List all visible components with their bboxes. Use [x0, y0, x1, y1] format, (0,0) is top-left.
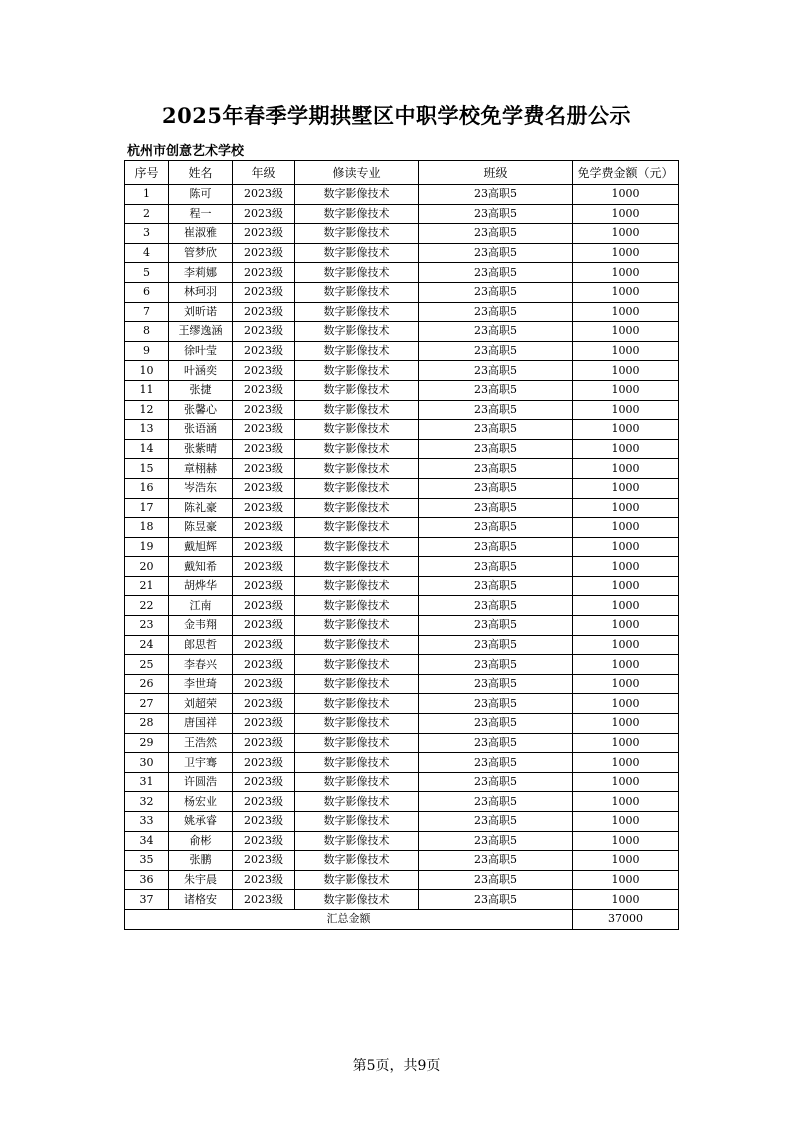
cell-class: 23高职5 [419, 616, 573, 636]
table-row [125, 263, 679, 283]
cell-seq: 27 [125, 694, 169, 714]
cell-grade: 2023级 [233, 655, 295, 675]
cell-name: 诸格安 [169, 890, 233, 910]
cell-class: 23高职5 [419, 361, 573, 381]
cell-seq: 7 [125, 302, 169, 322]
cell-major: 数字影像技术 [295, 792, 419, 812]
cell-class: 23高职5 [419, 851, 573, 871]
cell-seq: 23 [125, 616, 169, 636]
cell-amount: 1000 [573, 831, 679, 851]
cell-major: 数字影像技术 [295, 361, 419, 381]
cell-grade: 2023级 [233, 361, 295, 381]
cell-name: 朱宇晨 [169, 870, 233, 890]
cell-amount: 1000 [573, 890, 679, 910]
cell-amount: 1000 [573, 596, 679, 616]
cell-class: 23高职5 [419, 635, 573, 655]
table-row [125, 890, 679, 910]
cell-seq: 33 [125, 812, 169, 832]
cell-class: 23高职5 [419, 753, 573, 773]
cell-grade: 2023级 [233, 616, 295, 636]
cell-seq: 15 [125, 459, 169, 479]
table-row [125, 674, 679, 694]
table-row [125, 576, 679, 596]
cell-grade: 2023级 [233, 459, 295, 479]
table-row [125, 204, 679, 224]
cell-seq: 10 [125, 361, 169, 381]
cell-major: 数字影像技术 [295, 812, 419, 832]
cell-major: 数字影像技术 [295, 263, 419, 283]
cell-class: 23高职5 [419, 674, 573, 694]
cell-seq: 32 [125, 792, 169, 812]
cell-grade: 2023级 [233, 498, 295, 518]
cell-class: 23高职5 [419, 420, 573, 440]
table-row [125, 420, 679, 440]
cell-amount: 1000 [573, 616, 679, 636]
cell-name: 徐叶莹 [169, 341, 233, 361]
table-row [125, 753, 679, 773]
cell-major: 数字影像技术 [295, 870, 419, 890]
header-grade: 年级 [233, 161, 295, 185]
cell-seq: 26 [125, 674, 169, 694]
cell-grade: 2023级 [233, 772, 295, 792]
cell-major: 数字影像技术 [295, 185, 419, 205]
header-name: 姓名 [169, 161, 233, 185]
cell-name: 金韦翔 [169, 616, 233, 636]
cell-major: 数字影像技术 [295, 302, 419, 322]
cell-class: 23高职5 [419, 792, 573, 812]
cell-major: 数字影像技术 [295, 831, 419, 851]
cell-major: 数字影像技术 [295, 635, 419, 655]
table-row [125, 400, 679, 420]
cell-class: 23高职5 [419, 596, 573, 616]
cell-major: 数字影像技术 [295, 380, 419, 400]
cell-major: 数字影像技术 [295, 400, 419, 420]
cell-name: 李莉娜 [169, 263, 233, 283]
cell-seq: 1 [125, 185, 169, 205]
cell-name: 许圆浩 [169, 772, 233, 792]
cell-amount: 1000 [573, 361, 679, 381]
table-row [125, 459, 679, 479]
cell-grade: 2023级 [233, 674, 295, 694]
cell-name: 管梦欣 [169, 243, 233, 263]
cell-seq: 17 [125, 498, 169, 518]
cell-grade: 2023级 [233, 322, 295, 342]
cell-class: 23高职5 [419, 576, 573, 596]
cell-class: 23高职5 [419, 439, 573, 459]
cell-seq: 20 [125, 557, 169, 577]
cell-seq: 31 [125, 772, 169, 792]
cell-amount: 1000 [573, 694, 679, 714]
cell-grade: 2023级 [233, 851, 295, 871]
cell-major: 数字影像技术 [295, 537, 419, 557]
cell-major: 数字影像技术 [295, 420, 419, 440]
cell-name: 杨宏业 [169, 792, 233, 812]
cell-name: 姚承睿 [169, 812, 233, 832]
cell-class: 23高职5 [419, 243, 573, 263]
cell-class: 23高职5 [419, 870, 573, 890]
table-row [125, 596, 679, 616]
cell-amount: 1000 [573, 302, 679, 322]
header-seq: 序号 [125, 161, 169, 185]
cell-seq: 35 [125, 851, 169, 871]
cell-name: 程一 [169, 204, 233, 224]
cell-class: 23高职5 [419, 733, 573, 753]
cell-major: 数字影像技术 [295, 851, 419, 871]
cell-name: 戴知希 [169, 557, 233, 577]
cell-grade: 2023级 [233, 302, 295, 322]
cell-class: 23高职5 [419, 400, 573, 420]
table-row [125, 831, 679, 851]
cell-seq: 3 [125, 224, 169, 244]
cell-major: 数字影像技术 [295, 733, 419, 753]
cell-name: 陈昱豪 [169, 518, 233, 538]
table-row [125, 655, 679, 675]
cell-grade: 2023级 [233, 518, 295, 538]
cell-major: 数字影像技术 [295, 674, 419, 694]
cell-seq: 2 [125, 204, 169, 224]
cell-grade: 2023级 [233, 557, 295, 577]
cell-amount: 1000 [573, 655, 679, 675]
cell-class: 23高职5 [419, 694, 573, 714]
cell-grade: 2023级 [233, 400, 295, 420]
cell-grade: 2023级 [233, 478, 295, 498]
header-major: 修读专业 [295, 161, 419, 185]
cell-name: 卫宇骞 [169, 753, 233, 773]
cell-grade: 2023级 [233, 439, 295, 459]
total-label: 汇总金额 [125, 909, 573, 929]
cell-amount: 1000 [573, 812, 679, 832]
cell-amount: 1000 [573, 204, 679, 224]
cell-grade: 2023级 [233, 282, 295, 302]
cell-class: 23高职5 [419, 518, 573, 538]
cell-seq: 28 [125, 714, 169, 734]
cell-name: 林珂羽 [169, 282, 233, 302]
cell-amount: 1000 [573, 498, 679, 518]
table-row [125, 380, 679, 400]
cell-grade: 2023级 [233, 341, 295, 361]
table-row [125, 694, 679, 714]
cell-class: 23高职5 [419, 263, 573, 283]
page-number: 第5页，共9页 [352, 1058, 441, 1074]
cell-name: 叶涵奕 [169, 361, 233, 381]
cell-seq: 19 [125, 537, 169, 557]
cell-major: 数字影像技术 [295, 341, 419, 361]
cell-grade: 2023级 [233, 733, 295, 753]
cell-grade: 2023级 [233, 812, 295, 832]
cell-amount: 1000 [573, 674, 679, 694]
cell-seq: 30 [125, 753, 169, 773]
cell-class: 23高职5 [419, 890, 573, 910]
cell-amount: 1000 [573, 733, 679, 753]
table-row [125, 341, 679, 361]
cell-grade: 2023级 [233, 635, 295, 655]
cell-seq: 12 [125, 400, 169, 420]
cell-amount: 1000 [573, 537, 679, 557]
cell-name: 张捷 [169, 380, 233, 400]
total-row [125, 909, 679, 929]
cell-seq: 36 [125, 870, 169, 890]
cell-amount: 1000 [573, 478, 679, 498]
cell-grade: 2023级 [233, 537, 295, 557]
cell-amount: 1000 [573, 714, 679, 734]
header-class: 班级 [419, 161, 573, 185]
cell-amount: 1000 [573, 224, 679, 244]
cell-grade: 2023级 [233, 420, 295, 440]
table-row [125, 812, 679, 832]
cell-amount: 1000 [573, 557, 679, 577]
cell-amount: 1000 [573, 400, 679, 420]
cell-amount: 1000 [573, 772, 679, 792]
cell-grade: 2023级 [233, 380, 295, 400]
cell-amount: 1000 [573, 282, 679, 302]
table-header-row [125, 161, 679, 185]
cell-grade: 2023级 [233, 185, 295, 205]
cell-grade: 2023级 [233, 792, 295, 812]
cell-amount: 1000 [573, 851, 679, 871]
cell-amount: 1000 [573, 870, 679, 890]
table-row [125, 478, 679, 498]
cell-amount: 1000 [573, 518, 679, 538]
cell-seq: 25 [125, 655, 169, 675]
cell-name: 唐国祥 [169, 714, 233, 734]
table-row [125, 851, 679, 871]
cell-seq: 22 [125, 596, 169, 616]
cell-seq: 16 [125, 478, 169, 498]
cell-amount: 1000 [573, 753, 679, 773]
cell-major: 数字影像技术 [295, 753, 419, 773]
cell-seq: 6 [125, 282, 169, 302]
table-row [125, 185, 679, 205]
cell-name: 张语涵 [169, 420, 233, 440]
cell-major: 数字影像技术 [295, 890, 419, 910]
cell-major: 数字影像技术 [295, 224, 419, 244]
table-row [125, 772, 679, 792]
cell-amount: 1000 [573, 380, 679, 400]
table-row [125, 439, 679, 459]
cell-class: 23高职5 [419, 380, 573, 400]
table-row [125, 792, 679, 812]
cell-seq: 14 [125, 439, 169, 459]
cell-class: 23高职5 [419, 812, 573, 832]
cell-amount: 1000 [573, 185, 679, 205]
cell-amount: 1000 [573, 459, 679, 479]
cell-class: 23高职5 [419, 557, 573, 577]
table-row [125, 322, 679, 342]
cell-amount: 1000 [573, 439, 679, 459]
cell-amount: 1000 [573, 792, 679, 812]
cell-class: 23高职5 [419, 459, 573, 479]
table-row [125, 733, 679, 753]
cell-major: 数字影像技术 [295, 694, 419, 714]
cell-major: 数字影像技术 [295, 322, 419, 342]
cell-name: 崔淑雅 [169, 224, 233, 244]
cell-name: 戴旭辉 [169, 537, 233, 557]
exemption-table [124, 160, 679, 930]
cell-name: 陈可 [169, 185, 233, 205]
cell-major: 数字影像技术 [295, 439, 419, 459]
cell-name: 张紫晴 [169, 439, 233, 459]
table-row [125, 870, 679, 890]
table-row [125, 224, 679, 244]
cell-seq: 9 [125, 341, 169, 361]
cell-name: 王缪逸涵 [169, 322, 233, 342]
cell-name: 章栩赫 [169, 459, 233, 479]
table-row [125, 635, 679, 655]
cell-grade: 2023级 [233, 243, 295, 263]
cell-name: 刘超荣 [169, 694, 233, 714]
cell-grade: 2023级 [233, 714, 295, 734]
cell-major: 数字影像技术 [295, 243, 419, 263]
table-row [125, 282, 679, 302]
cell-seq: 34 [125, 831, 169, 851]
cell-major: 数字影像技术 [295, 518, 419, 538]
table-row [125, 518, 679, 538]
cell-grade: 2023级 [233, 596, 295, 616]
cell-class: 23高职5 [419, 537, 573, 557]
cell-name: 俞彬 [169, 831, 233, 851]
cell-name: 郎思哲 [169, 635, 233, 655]
cell-major: 数字影像技术 [295, 459, 419, 479]
cell-class: 23高职5 [419, 302, 573, 322]
table-row [125, 714, 679, 734]
cell-major: 数字影像技术 [295, 557, 419, 577]
cell-seq: 5 [125, 263, 169, 283]
table-row [125, 361, 679, 381]
cell-class: 23高职5 [419, 831, 573, 851]
cell-grade: 2023级 [233, 870, 295, 890]
cell-seq: 13 [125, 420, 169, 440]
table-row [125, 243, 679, 263]
cell-name: 江南 [169, 596, 233, 616]
table-row [125, 498, 679, 518]
cell-class: 23高职5 [419, 341, 573, 361]
cell-major: 数字影像技术 [295, 714, 419, 734]
cell-seq: 24 [125, 635, 169, 655]
cell-amount: 1000 [573, 420, 679, 440]
cell-grade: 2023级 [233, 263, 295, 283]
cell-seq: 21 [125, 576, 169, 596]
cell-class: 23高职5 [419, 224, 573, 244]
cell-class: 23高职5 [419, 655, 573, 675]
cell-grade: 2023级 [233, 204, 295, 224]
cell-class: 23高职5 [419, 185, 573, 205]
cell-major: 数字影像技术 [295, 655, 419, 675]
cell-class: 23高职5 [419, 714, 573, 734]
school-name: 杭州市创意艺术学校 [127, 144, 245, 159]
cell-name: 王浩然 [169, 733, 233, 753]
cell-grade: 2023级 [233, 694, 295, 714]
cell-seq: 11 [125, 380, 169, 400]
cell-grade: 2023级 [233, 890, 295, 910]
cell-name: 陈礼豪 [169, 498, 233, 518]
cell-amount: 1000 [573, 635, 679, 655]
cell-major: 数字影像技术 [295, 478, 419, 498]
cell-grade: 2023级 [233, 753, 295, 773]
cell-name: 胡烨华 [169, 576, 233, 596]
cell-seq: 29 [125, 733, 169, 753]
cell-name: 张馨心 [169, 400, 233, 420]
total-amount: 37000 [573, 909, 679, 929]
table-row [125, 537, 679, 557]
cell-major: 数字影像技术 [295, 616, 419, 636]
cell-name: 李世琦 [169, 674, 233, 694]
cell-name: 李春兴 [169, 655, 233, 675]
table-row [125, 557, 679, 577]
cell-amount: 1000 [573, 263, 679, 283]
cell-grade: 2023级 [233, 831, 295, 851]
cell-class: 23高职5 [419, 322, 573, 342]
header-amount: 免学费金额（元） [573, 161, 679, 185]
cell-amount: 1000 [573, 341, 679, 361]
cell-major: 数字影像技术 [295, 772, 419, 792]
table-row [125, 616, 679, 636]
cell-name: 刘昕诺 [169, 302, 233, 322]
cell-class: 23高职5 [419, 478, 573, 498]
cell-major: 数字影像技术 [295, 576, 419, 596]
cell-amount: 1000 [573, 243, 679, 263]
page-title: 2025年春季学期拱墅区中职学校免学费名册公示 [162, 103, 631, 128]
cell-seq: 4 [125, 243, 169, 263]
cell-seq: 18 [125, 518, 169, 538]
cell-class: 23高职5 [419, 282, 573, 302]
cell-seq: 37 [125, 890, 169, 910]
cell-amount: 1000 [573, 322, 679, 342]
cell-name: 岑浩东 [169, 478, 233, 498]
cell-seq: 8 [125, 322, 169, 342]
cell-grade: 2023级 [233, 224, 295, 244]
cell-major: 数字影像技术 [295, 498, 419, 518]
cell-amount: 1000 [573, 576, 679, 596]
cell-class: 23高职5 [419, 204, 573, 224]
cell-major: 数字影像技术 [295, 282, 419, 302]
cell-major: 数字影像技术 [295, 596, 419, 616]
cell-grade: 2023级 [233, 576, 295, 596]
cell-major: 数字影像技术 [295, 204, 419, 224]
cell-class: 23高职5 [419, 498, 573, 518]
cell-name: 张鹏 [169, 851, 233, 871]
table-row [125, 302, 679, 322]
cell-class: 23高职5 [419, 772, 573, 792]
